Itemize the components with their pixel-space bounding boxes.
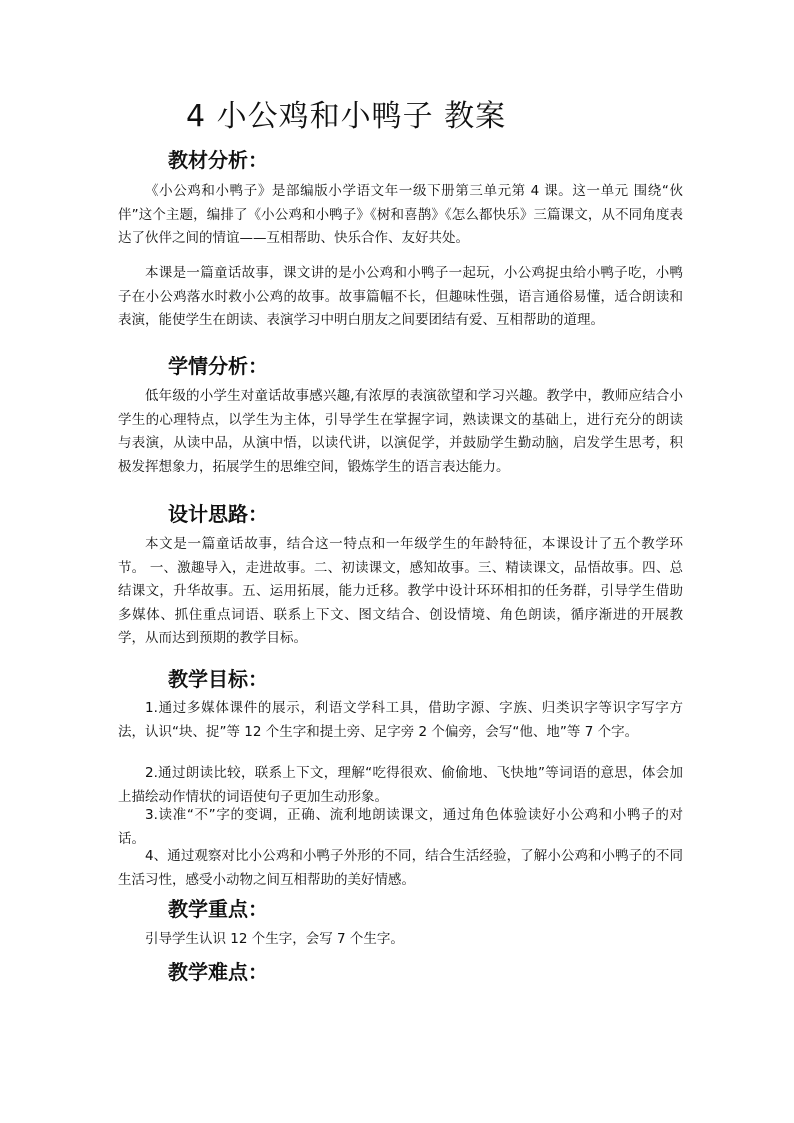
section-heading-learner-analysis: 学情分析： — [168, 354, 268, 378]
paragraph: 4、通过观察对比小公鸡和小鸭子外形的不同，结合生活经验，了解小公鸡和小鸭子的不同生活习性，感受小动物之间互相帮助的美好情感。 — [118, 848, 683, 888]
paragraph: 《小公鸡和小鸭子》是部编版小学语文年一级下册第三单元第 4 课。这一单元 围绕“伙伴”这个主题，编排了《小公鸡和小鸭子》《树和喜鹊》《怎么都快乐》三篇课文，从不同角度表达了伙伴之间的情谊——互相帮助、快乐合作、友好共处。 — [118, 183, 683, 246]
paragraph: 2.通过朗读比较，联系上下文，理解“吃得很欢、偷偷地、飞快地”等词语的意思，体会加上描绘动作情状的词语使句子更加生动形象。 — [118, 765, 683, 805]
section-heading-teaching-difficulty: 教学难点： — [168, 960, 268, 984]
paragraph: 本文是一篇童话故事，结合这一特点和一年级学生的年龄特征，本课设计了五个教学环节。 一、激趣导入，走进故事。二、初读课文，感知故事。三、精读课文，品悟故事。四、总结课文，升华故事。五、运用拓展，能力迁移。教学中设计环环相扣的任务群，引导学生借助多媒体、抓住重点词语、联系上下文、图文结合、创设情境、角色朗读，循序渐进的开展教学，从而达到预期的教学目标。 — [118, 536, 683, 646]
paragraph: 本课是一篇童话故事，课文讲的是小公鸡和小鸭子一起玩，小公鸡捉虫给小鸭子吃，小鸭子在小公鸡落水时救小公鸡的故事。故事篇幅不长，但趣味性强，语言通俗易懂，适合朗读和表演，能使学生在朗读、表演学习中明白朋友之间要团结有爱、互相帮助的道理。 — [118, 265, 683, 328]
section-heading-design-idea: 设计思路： — [168, 502, 268, 526]
paragraph: 引导学生认识 12 个生字，会写 7 个生字。 — [145, 931, 404, 947]
section-heading-teaching-goals: 教学目标： — [168, 667, 268, 691]
section-heading-teaching-focus: 教学重点： — [168, 897, 268, 921]
section-heading-textbook-analysis: 教材分析： — [168, 148, 268, 172]
paragraph: 低年级的小学生对童话故事感兴趣,有浓厚的表演欲望和学习兴趣。教学中，教师应结合小学生的心理特点，以学生为主体，引导学生在掌握字词，熟读课文的基础上，进行充分的朗读与表演，从读中品，从演中悟，以读代讲，以演促学，并鼓励学生勤动脑，启发学生思考，积极发挥想象力，拓展学生的思维空间，锻炼学生的语言表达能力。 — [118, 388, 683, 475]
paragraph: 1.通过多媒体课件的展示，利语文学科工具，借助字源、字族、归类识字等识字写字方法，认识“块、捉”等 12 个生字和提土旁、足字旁 2 个偏旁，会写“他、地”等 7 个字。 — [118, 700, 683, 740]
paragraph: 3.读准“不”字的变调，正确、流利地朗读课文，通过角色体验读好小公鸡和小鸭子的对话。 — [118, 807, 683, 847]
page-title: 4 小公鸡和小鸭子 教案 — [186, 99, 507, 134]
